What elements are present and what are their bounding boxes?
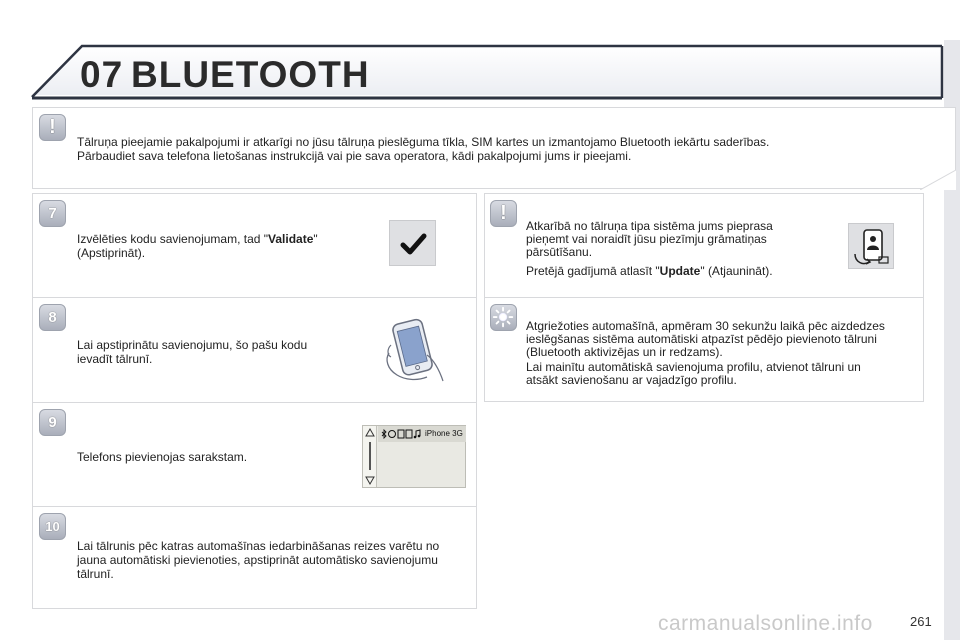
right-tip-line3: (Bluetooth aktivizējas un ir redzams). bbox=[526, 345, 723, 359]
checkmark-icon bbox=[389, 220, 436, 266]
right-tip-line2: ieslēgšanas sistēma automātiski atpazīst pēdējo pievienoto tālruni bbox=[526, 332, 877, 346]
divider bbox=[32, 506, 477, 507]
warning-icon bbox=[490, 200, 517, 227]
right-warning-line4: Pretējā gadījumā atlasīt "Update" (Atjaunināt). bbox=[526, 264, 773, 278]
list-item-selected bbox=[378, 426, 466, 442]
step-8-text-line1: Lai apstiprinātu savienojumu, šo pašu kodu bbox=[77, 338, 308, 352]
step-9-text: Telefons pievienojas sarakstam. bbox=[77, 450, 248, 464]
right-warning-line2: pieņemt vai noraidīt jūsu piezīmju grāmatiņas bbox=[526, 232, 767, 246]
page-number: 261 bbox=[910, 614, 932, 629]
right-warning-line3: pārsūtīšanu. bbox=[526, 245, 593, 259]
divider bbox=[32, 402, 477, 403]
step-8-text-line2: ievadīt tālrunī. bbox=[77, 352, 153, 366]
step-number-badge: 10 bbox=[39, 513, 66, 540]
device-name: iPhone 3G bbox=[425, 429, 463, 438]
chapter-title: BLUETOOTH bbox=[131, 54, 370, 95]
step-10-text-line1: Lai tālrunis pēc katras automašīnas iedarbināšanas reizes varētu no bbox=[77, 539, 440, 553]
step-10-text-line2: jauna automātiski pievienoties, apstiprināt automātisko savienojumu bbox=[77, 553, 438, 567]
top-warning-line2: Pārbaudiet sava telefona lietošanas instrukcijā vai pie sava operatora, kādi pakalpojumi jums ir pieejami. bbox=[77, 149, 632, 163]
phone-in-hand-icon bbox=[383, 315, 453, 387]
watermark: carmanualsonline.info bbox=[658, 612, 873, 635]
step-7-text: Izvēlēties kodu savienojumam, tad "Validate" bbox=[77, 232, 318, 246]
box-corner-fold bbox=[920, 170, 957, 190]
phonebook-sync-icon bbox=[848, 223, 894, 269]
step-number-badge: 9 bbox=[39, 409, 66, 436]
phone-list-screen bbox=[362, 425, 466, 488]
step-10-text-line3: tālrunī. bbox=[77, 567, 114, 581]
step-7-text-line2: (Apstiprināt). bbox=[77, 246, 146, 260]
tip-icon bbox=[490, 304, 517, 331]
chapter-number: 07 bbox=[80, 54, 124, 95]
step-number-badge: 8 bbox=[39, 304, 66, 331]
right-warning-line1: Atkarībā no tālruņa tipa sistēma jums pieprasa bbox=[526, 219, 773, 233]
right-tip-line5: atsākt savienošanu ar vajadzīgo profilu. bbox=[526, 373, 737, 387]
top-warning-line1: Tālruņa pieejamie pakalpojumi ir atkarīgi no jūsu tālruņa pieslēguma tīkla, SIM kartes un izmantojamo Bluetooth iekārtu saderības. bbox=[77, 135, 770, 149]
list-scrollbar bbox=[363, 426, 377, 487]
divider bbox=[32, 297, 477, 298]
warning-icon bbox=[39, 114, 66, 141]
step-number-badge: 7 bbox=[39, 200, 66, 227]
divider bbox=[484, 297, 924, 298]
bluetooth-profile-icons bbox=[380, 429, 424, 439]
right-tip-line1: Atgriežoties automašīnā, apmēram 30 sekunžu laikā pēc aizdedzes bbox=[526, 319, 885, 333]
right-tip-line4: Lai mainītu automātiskā savienojuma profilu, atvienot tālruni un bbox=[526, 360, 861, 374]
